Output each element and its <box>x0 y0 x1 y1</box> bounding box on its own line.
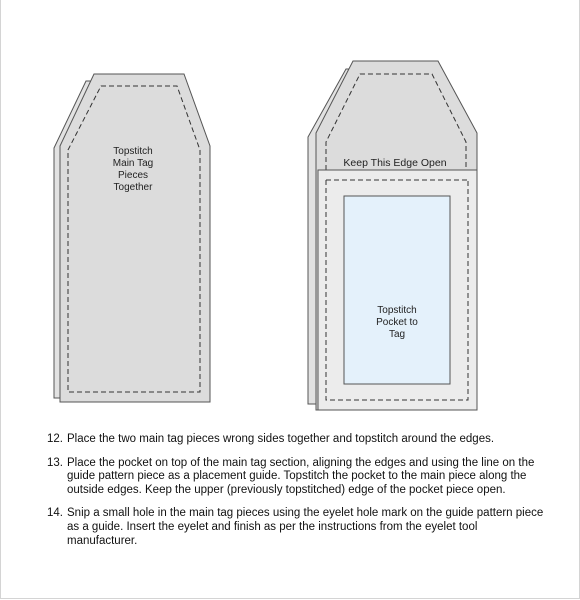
instruction-steps <box>47 433 547 558</box>
instruction-step <box>47 433 547 447</box>
instruction-step <box>47 507 547 548</box>
pocket-window <box>344 196 450 384</box>
step-number: 12. <box>47 433 63 445</box>
left-tag-label: Topstitch Main Tag Pieces Together <box>112 146 154 193</box>
instruction-step <box>47 457 547 498</box>
step-number: 13. <box>47 456 63 469</box>
keep-edge-open-label: Keep This Edge Open <box>343 157 447 169</box>
step-text: Place the two main tag pieces wrong sides together and topstitch around the edges. <box>67 433 495 445</box>
left-tag-front-piece <box>60 74 210 402</box>
step-text: Snip a small hole in the main tag pieces using the eyelet hole mark on the guide pattern piece as a guide. Insert the eyelet and finish as per the instructions from the eyelet tool manufacturer. <box>67 507 544 547</box>
step-text: Place the pocket on top of the main tag section, aligning the edges and using the line on the guide pattern piece as a placement guide. Topstitch the pocket to the main piece along the outside edges. Keep the upper (previously topstitched) edge of the pocket piece open. <box>67 456 535 496</box>
pocket-label: Topstitch Pocket to Tag <box>376 305 418 340</box>
step-number: 14. <box>47 507 63 520</box>
